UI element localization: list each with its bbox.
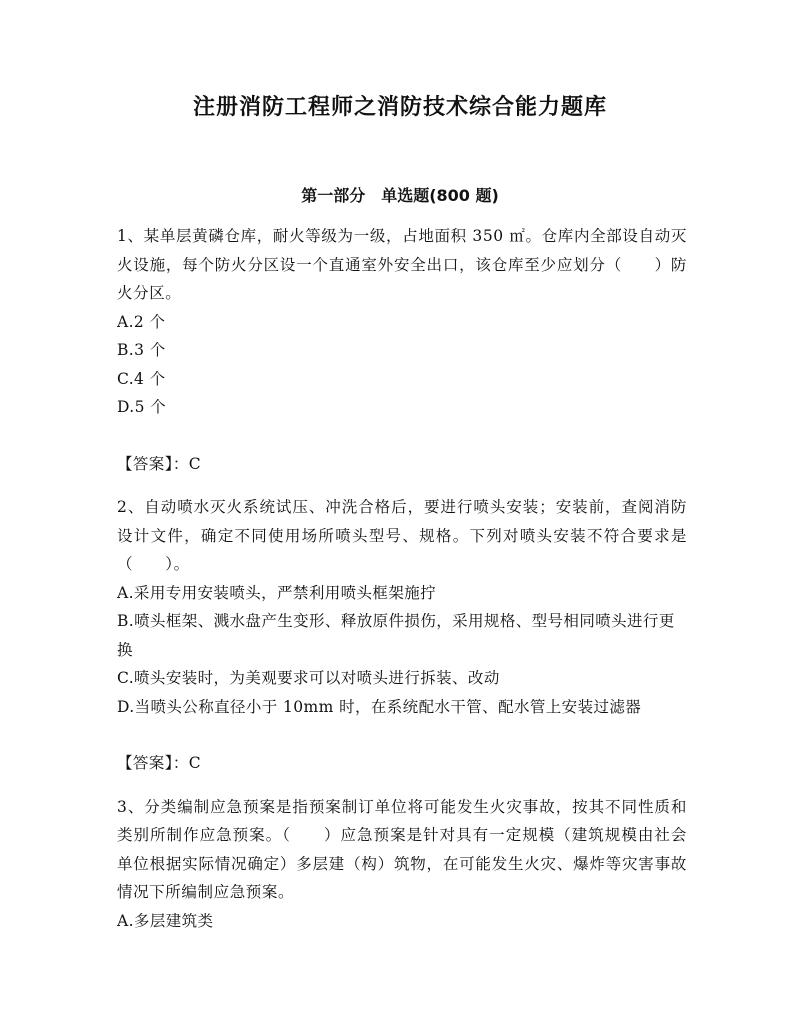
question-stem: 2、自动喷水灭火系统试压、冲洗合格后，要进行喷头安装；安装前，查阅消防设计文件，确定不同使用场所喷头型号、规格。下列对喷头安装不符合要求是（ ）。 xyxy=(117,498,687,573)
option-a: A.多层建筑类 xyxy=(117,911,214,930)
question-3 xyxy=(117,793,687,936)
question-stem: 1、某单层黄磷仓库，耐火等级为一级，占地面积 350 ㎡。仓库内全部设自动灭火设施，每个防火分区设一个直通室外安全出口，该仓库至少应划分（ ）防火分区。 xyxy=(117,227,687,302)
option-d: D.5 个 xyxy=(117,398,167,416)
option-b: B.3 个 xyxy=(117,341,166,359)
option-c: C.喷头安装时，为美观要求可以对喷头进行拆装、改动 xyxy=(117,669,500,687)
answer-line xyxy=(117,749,687,778)
option-b: B.喷头框架、溅水盘产生变形、释放原件损伤，采用规格、型号相同喷头进行更换 xyxy=(117,612,675,659)
option-a: A.2 个 xyxy=(117,312,166,331)
answer-value: C xyxy=(188,454,202,473)
option-a: A.采用专用安装喷头，严禁利用喷头框架施拧 xyxy=(117,583,437,602)
answer-prefix: 【答案】： xyxy=(117,754,189,772)
question-list xyxy=(117,222,687,935)
question-stem: 3、分类编制应急预案是指预案制订单位将可能发生火灾事故，按其不同性质和类别所制作应急预案。（ ）应急预案是针对具有一定规模（建筑规模由社会单位根据实际情况确定）多层建（构）筑物，在可能发生火灾、爆炸等灾害事故情况下所编制应急预案。 xyxy=(117,797,687,901)
page-title: 注册消防工程师之消防技术综合能力题库 xyxy=(192,95,607,120)
answer-line xyxy=(117,450,687,479)
question-1 xyxy=(117,222,687,478)
option-c: C.4 个 xyxy=(117,369,166,388)
answer-value: C xyxy=(188,754,202,772)
section-heading: 第一部分 单选题(800 题) xyxy=(301,186,499,205)
question-2 xyxy=(117,493,687,778)
answer-prefix: 【答案】： xyxy=(117,454,189,473)
option-d: D.当喷头公称直径小于 10mm 时，在系统配水干管、配水管上安装过滤器 xyxy=(117,697,642,716)
